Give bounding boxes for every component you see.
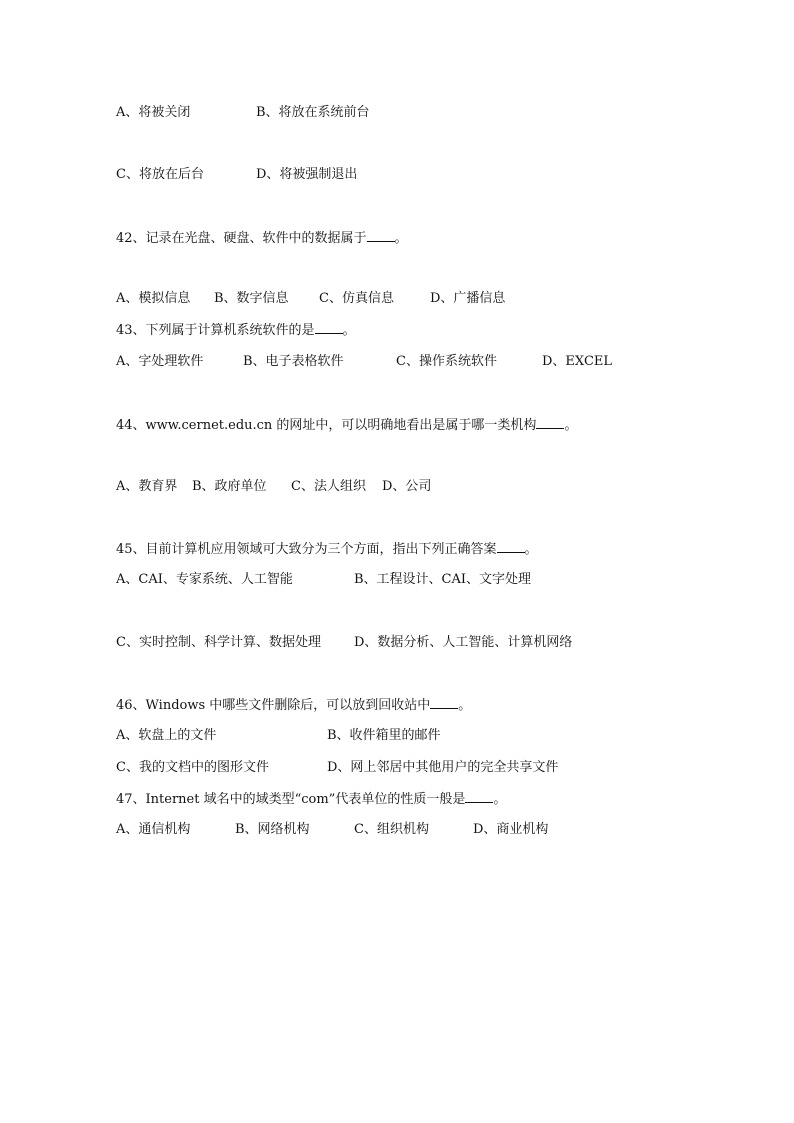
q46-option-a: A、软盘上的文件	[116, 728, 217, 743]
q46-option-c: C、我的文档中的图形文件	[116, 760, 269, 775]
q47-option-b: B、网络机构	[235, 822, 310, 837]
q47-stem-end: 。	[493, 792, 507, 807]
q44-option-d: D、公司	[382, 479, 432, 494]
q44-stem	[116, 417, 577, 434]
q43-option-a: A、字处理软件	[116, 354, 204, 369]
q42-answer-blank	[367, 230, 395, 242]
q42-stem	[116, 230, 408, 247]
q46-stem-end: 。	[458, 698, 472, 713]
q42-stem-end: 。	[394, 231, 408, 246]
q45-stem-text: 45、目前计算机应用领域可大致分为三个方面，指出下列正确答案	[116, 542, 497, 557]
q44-stem-text: 44、www.cernet.edu.cn 的网址中，可以明确地看出是属于哪一类机构	[116, 418, 537, 433]
q42-option-d: D、广播信息	[430, 291, 506, 306]
q43-option-d: D、EXCEL	[542, 354, 613, 369]
q44-answer-blank	[536, 417, 564, 429]
q42-option-a: A、模拟信息	[116, 291, 191, 306]
q42-option-b: B、数字信息	[214, 291, 289, 306]
q46-option-d: D、网上邻居中其他用户的完全共享文件	[327, 760, 559, 775]
q45-option-b: B、工程设计、CAI、文字处理	[354, 572, 532, 587]
q44-option-b: B、政府单位	[192, 479, 267, 494]
q46-stem	[116, 697, 471, 714]
q45-option-c: C、实时控制、科学计算、数据处理	[116, 635, 321, 650]
q47-option-d: D、商业机构	[473, 822, 549, 837]
q47-option-c: C、组织机构	[354, 822, 429, 837]
q41-option-a: A、将被关闭	[116, 105, 191, 120]
q43-option-c: C、操作系统软件	[396, 354, 497, 369]
q41-options-row-1	[116, 105, 370, 169]
q45-option-a: A、CAI、专家系统、人工智能	[116, 572, 293, 587]
q45-stem-end: 。	[524, 542, 538, 557]
q46-option-b: B、收件箱里的邮件	[327, 728, 441, 743]
q43-stem-end: 。	[342, 323, 356, 338]
q47-options-row	[116, 822, 549, 918]
q41-option-c: C、将放在后台	[116, 167, 204, 182]
q43-option-b: B、电子表格软件	[243, 354, 344, 369]
q44-option-c: C、法人组织	[291, 479, 366, 494]
q47-answer-blank	[465, 791, 493, 803]
q45-options-row-1	[116, 572, 532, 636]
q45-option-d: D、数据分析、人工智能、计算机网络	[354, 635, 573, 650]
q47-stem	[116, 791, 506, 808]
q41-option-b: B、将放在系统前台	[256, 105, 370, 120]
q45-answer-blank	[497, 541, 525, 553]
q44-option-a: A、教育界	[116, 479, 178, 494]
q41-option-d: D、将被强制退出	[256, 167, 358, 182]
q41-options-row-2	[116, 167, 358, 231]
q45-stem	[116, 541, 538, 558]
q43-answer-blank	[315, 322, 343, 334]
q47-stem-text: 47、Internet 域名中的域类型“com”代表单位的性质一般是	[116, 792, 466, 807]
q44-stem-end: 。	[564, 418, 578, 433]
q42-option-c: C、仿真信息	[319, 291, 394, 306]
q47-option-a: A、通信机构	[116, 822, 191, 837]
q45-options-row-2	[116, 635, 573, 699]
q46-stem-text: 46、Windows 中哪些文件删除后，可以放到回收站中	[116, 698, 431, 713]
q43-stem-text: 43、下列属于计算机系统软件的是	[116, 323, 315, 338]
q43-stem	[116, 322, 356, 339]
q46-answer-blank	[430, 697, 458, 709]
q42-stem-text: 42、记录在光盘、硬盘、软件中的数据属于	[116, 231, 367, 246]
